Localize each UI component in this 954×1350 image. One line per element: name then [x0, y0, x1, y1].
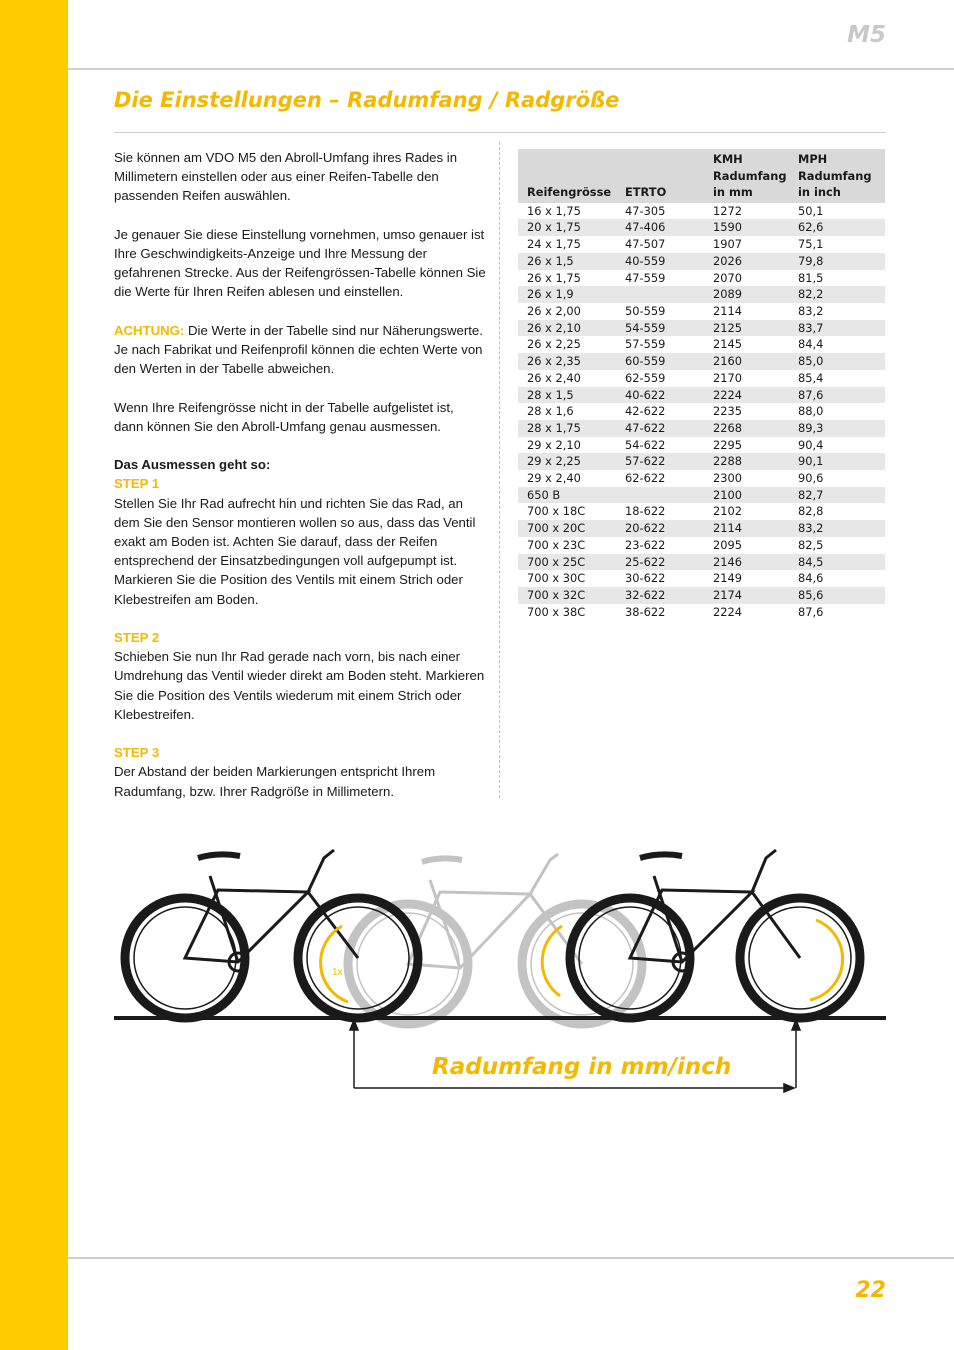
table-row	[518, 270, 885, 287]
cell-mph: 90,1	[789, 453, 885, 470]
cell-mph: 83,7	[789, 320, 885, 337]
step-1-label: STEP 1	[114, 476, 160, 492]
cell-etrto: 40-559	[616, 253, 704, 270]
cell-mph: 84,5	[789, 554, 885, 571]
cell-kmh: 2095	[713, 537, 742, 552]
cell-etrto: 32-622	[616, 587, 704, 604]
cell-tire-size: 700 x 25C	[518, 554, 616, 571]
cell-kmh: 2114	[704, 520, 789, 537]
cell-kmh: 2149	[713, 571, 742, 586]
bike-end-icon	[570, 850, 860, 1018]
intro-paragraph-1: Sie können am VDO M5 den Abroll-Umfang ihres Rades in Millimetern einstellen oder aus einer Reifen-Tabelle den passenden Reifen auswählen.	[114, 150, 458, 204]
cell-mph: 50,1	[798, 203, 824, 218]
header-kmh: KMH Radumfang in mm	[704, 149, 789, 203]
cell-kmh: 2288	[704, 453, 789, 470]
cell-mph: 89,3	[789, 420, 885, 437]
cell-tire-size: 26 x 1,5	[518, 253, 616, 270]
table-row	[518, 520, 885, 537]
cell-etrto: 30-622	[625, 571, 666, 586]
cell-kmh: 2268	[704, 420, 789, 437]
table-row	[518, 387, 885, 404]
table-row	[518, 236, 885, 253]
cell-tire-size: 29 x 2,25	[518, 453, 616, 470]
cell-tire-size: 700 x 30C	[527, 571, 586, 586]
cell-mph: 87,6	[798, 604, 824, 619]
table-row	[518, 403, 885, 420]
cell-kmh: 2070	[713, 270, 742, 285]
cell-etrto: 62-559	[625, 370, 666, 385]
measure-note: Wenn Ihre Reifengrösse nicht in der Tabelle aufgelistet ist, dann können Sie den Abroll-Umfang genau ausmessen.	[114, 399, 454, 434]
warning-paragraph	[114, 321, 486, 379]
cell-etrto: 47-622	[616, 420, 704, 437]
cell-mph: 85,0	[789, 353, 885, 370]
table-row	[518, 336, 885, 353]
cell-kmh: 2102	[713, 504, 742, 519]
warning-label: ACHTUNG:	[114, 322, 185, 338]
brand-label: M5	[847, 22, 886, 48]
cell-tire-size: 28 x 1,75	[518, 420, 616, 437]
table-row	[518, 570, 885, 587]
table-row	[518, 420, 885, 437]
cell-etrto	[616, 487, 704, 504]
cell-tire-size: 26 x 2,35	[518, 353, 616, 370]
cell-tire-size: 700 x 38C	[527, 604, 586, 619]
cell-etrto: 57-559	[625, 337, 666, 352]
table-row	[518, 587, 885, 604]
cell-etrto: 47-305	[625, 203, 666, 218]
cell-mph: 85,6	[789, 587, 885, 604]
page-title: Die Einstellungen – Radumfang / Radgröße	[114, 88, 620, 112]
column-divider	[499, 142, 500, 798]
yellow-side-bar	[0, 0, 68, 1350]
cell-etrto: 60-559	[616, 353, 704, 370]
intro-paragraph-2: Je genauer Sie diese Einstellung vornehmen, umso genauer ist Ihre Geschwindigkeits-Anzeige und Ihre Messung der gefahrenen Strecke. Aus der Reifengrössen-Tabelle können Sie die Werte für Ihren Reifen ablesen und einstellen.	[114, 226, 486, 300]
rotation-arrow-icon-3	[810, 920, 843, 1000]
title-rule	[114, 132, 886, 133]
header-mph: MPH Radumfang in inch	[789, 149, 885, 203]
cell-mph: 62,6	[789, 219, 885, 236]
cell-etrto: 50-559	[625, 304, 666, 318]
cell-etrto: 25-622	[616, 554, 704, 571]
cell-kmh: 2125	[704, 320, 789, 337]
rotation-label: 1x	[332, 967, 343, 978]
cell-mph: 75,1	[798, 237, 824, 252]
cell-etrto: 54-559	[616, 320, 704, 337]
cell-tire-size: 26 x 2,00	[527, 304, 581, 318]
cell-kmh: 1907	[713, 237, 742, 252]
cell-tire-size: 29 x 2,40	[527, 471, 581, 486]
table-row	[518, 253, 885, 270]
cell-kmh: 2100	[704, 487, 789, 504]
cell-kmh: 1590	[704, 219, 789, 236]
cell-mph: 82,5	[798, 537, 824, 552]
cell-kmh: 2300	[713, 471, 742, 486]
step-1-text: Stellen Sie Ihr Rad aufrecht hin und richten Sie das Rad, an dem Sie den Sensor montieren wollen so aus, dass das Ventil exakt am Boden ist. Achten Sie darauf, dass der Reifen entsprechend der Einsatzbedingungen voll aufgepumpt ist. Markieren Sie die Position des Ventils mit einem Strich oder Klebestreifen am Boden.	[114, 495, 476, 607]
table-row	[518, 537, 885, 554]
cell-mph: 82,2	[789, 286, 885, 303]
cell-etrto: 18-622	[625, 504, 666, 519]
instructions-column	[114, 148, 486, 820]
cell-kmh: 1272	[713, 203, 742, 218]
step-2-label: STEP 2	[114, 630, 160, 645]
header-tire-size: Reifengrösse	[518, 149, 616, 203]
page-number: 22	[855, 1278, 886, 1303]
warning-text: Die Werte in der Tabelle sind nur Näherungswerte. Je nach Fabrikat und Reifenprofil können die echten Werte von den Werten in der Tabelle abweichen.	[114, 322, 483, 377]
cell-tire-size: 26 x 2,10	[518, 320, 616, 337]
cell-etrto	[616, 286, 704, 303]
table-row	[518, 503, 885, 520]
cell-kmh: 2174	[704, 587, 789, 604]
table-row	[518, 604, 885, 621]
cell-kmh: 2224	[713, 604, 742, 619]
cell-mph: 81,5	[798, 270, 824, 285]
cell-kmh: 2026	[704, 253, 789, 270]
cell-tire-size: 26 x 2,40	[527, 370, 581, 385]
cell-mph: 79,8	[789, 253, 885, 270]
cell-etrto: 20-622	[616, 520, 704, 537]
cell-etrto: 62-622	[625, 471, 666, 486]
tire-size-table	[518, 149, 885, 620]
illustration-caption: Radumfang in mm/inch	[432, 1054, 732, 1080]
wheel-circumference-illustration	[110, 840, 890, 1110]
cell-kmh: 2170	[713, 370, 742, 385]
cell-etrto: 42-622	[625, 404, 666, 419]
cell-etrto: 47-507	[625, 237, 666, 252]
cell-tire-size: 28 x 1,6	[527, 404, 574, 419]
cell-mph: 84,4	[798, 337, 824, 352]
table-row	[518, 470, 885, 487]
table-row	[518, 453, 885, 470]
cell-mph: 90,4	[798, 437, 824, 452]
cell-tire-size: 700 x 32C	[518, 587, 616, 604]
bike-start-icon	[125, 850, 418, 1018]
cell-kmh: 2146	[704, 554, 789, 571]
cell-kmh: 2089	[704, 286, 789, 303]
cell-mph: 87,6	[789, 387, 885, 404]
step-2-text: Schieben Sie nun Ihr Rad gerade nach vorn, bis nach einer Umdrehung das Ventil wieder direkt am Boden steht. Markieren Sie die Position des Ventils wiederum mit einem Strich oder Klebestreifen.	[114, 649, 485, 722]
cell-tire-size: 650 B	[518, 487, 616, 504]
ground-line	[114, 1016, 886, 1020]
cell-kmh: 2114	[713, 304, 742, 318]
cell-tire-size: 700 x 20C	[518, 520, 616, 537]
cell-tire-size: 20 x 1,75	[518, 219, 616, 236]
table-row	[518, 286, 885, 303]
cell-kmh: 2160	[704, 353, 789, 370]
cell-tire-size: 26 x 1,9	[518, 286, 616, 303]
table-row	[518, 554, 885, 571]
header-rule	[68, 68, 954, 70]
table-row	[518, 487, 885, 504]
table-body	[518, 203, 885, 621]
rotation-arrow-icon-2	[542, 926, 562, 996]
table-header-row	[518, 149, 885, 203]
cell-mph: 84,6	[798, 571, 824, 586]
cell-etrto: 47-406	[616, 219, 704, 236]
cell-mph: 83,2	[789, 520, 885, 537]
table-row	[518, 370, 885, 387]
cell-tire-size: 26 x 1,75	[527, 270, 581, 285]
step-3-text: Der Abstand der beiden Markierungen entspricht Ihrem Radumfang, bzw. Ihrer Radgröße in Millimetern.	[114, 764, 436, 799]
header-etrto: ETRTO	[616, 149, 704, 203]
cell-tire-size: 26 x 2,25	[527, 337, 581, 352]
cell-etrto: 47-559	[625, 270, 666, 285]
cell-mph: 85,4	[798, 370, 824, 385]
table-row	[518, 203, 885, 220]
cell-mph: 82,7	[789, 487, 885, 504]
cell-mph: 90,6	[798, 471, 824, 486]
cell-mph: 88,0	[798, 404, 824, 419]
cell-etrto: 57-622	[616, 453, 704, 470]
cell-tire-size: 700 x 23C	[527, 537, 586, 552]
cell-mph: 83,2	[798, 304, 824, 318]
cell-mph: 82,8	[798, 504, 824, 519]
cell-tire-size: 700 x 18C	[527, 504, 586, 519]
cell-kmh: 2145	[713, 337, 742, 352]
table-row	[518, 303, 885, 320]
cell-tire-size: 29 x 2,10	[527, 437, 581, 452]
table-row	[518, 320, 885, 337]
cell-tire-size: 24 x 1,75	[527, 237, 581, 252]
footer-rule	[68, 1257, 954, 1259]
table-row	[518, 353, 885, 370]
cell-kmh: 2295	[713, 437, 742, 452]
cell-kmh: 2224	[704, 387, 789, 404]
table-row	[518, 437, 885, 454]
cell-tire-size: 28 x 1,5	[518, 387, 616, 404]
cell-kmh: 2235	[713, 404, 742, 419]
step-3-label: STEP 3	[114, 745, 160, 761]
cell-etrto: 23-622	[625, 537, 666, 552]
cell-tire-size: 16 x 1,75	[527, 203, 581, 218]
cell-etrto: 40-622	[616, 387, 704, 404]
table-row	[518, 219, 885, 236]
cell-etrto: 54-622	[625, 437, 666, 452]
cell-etrto: 38-622	[625, 604, 666, 619]
measure-heading: Das Ausmessen geht so:	[114, 457, 271, 473]
